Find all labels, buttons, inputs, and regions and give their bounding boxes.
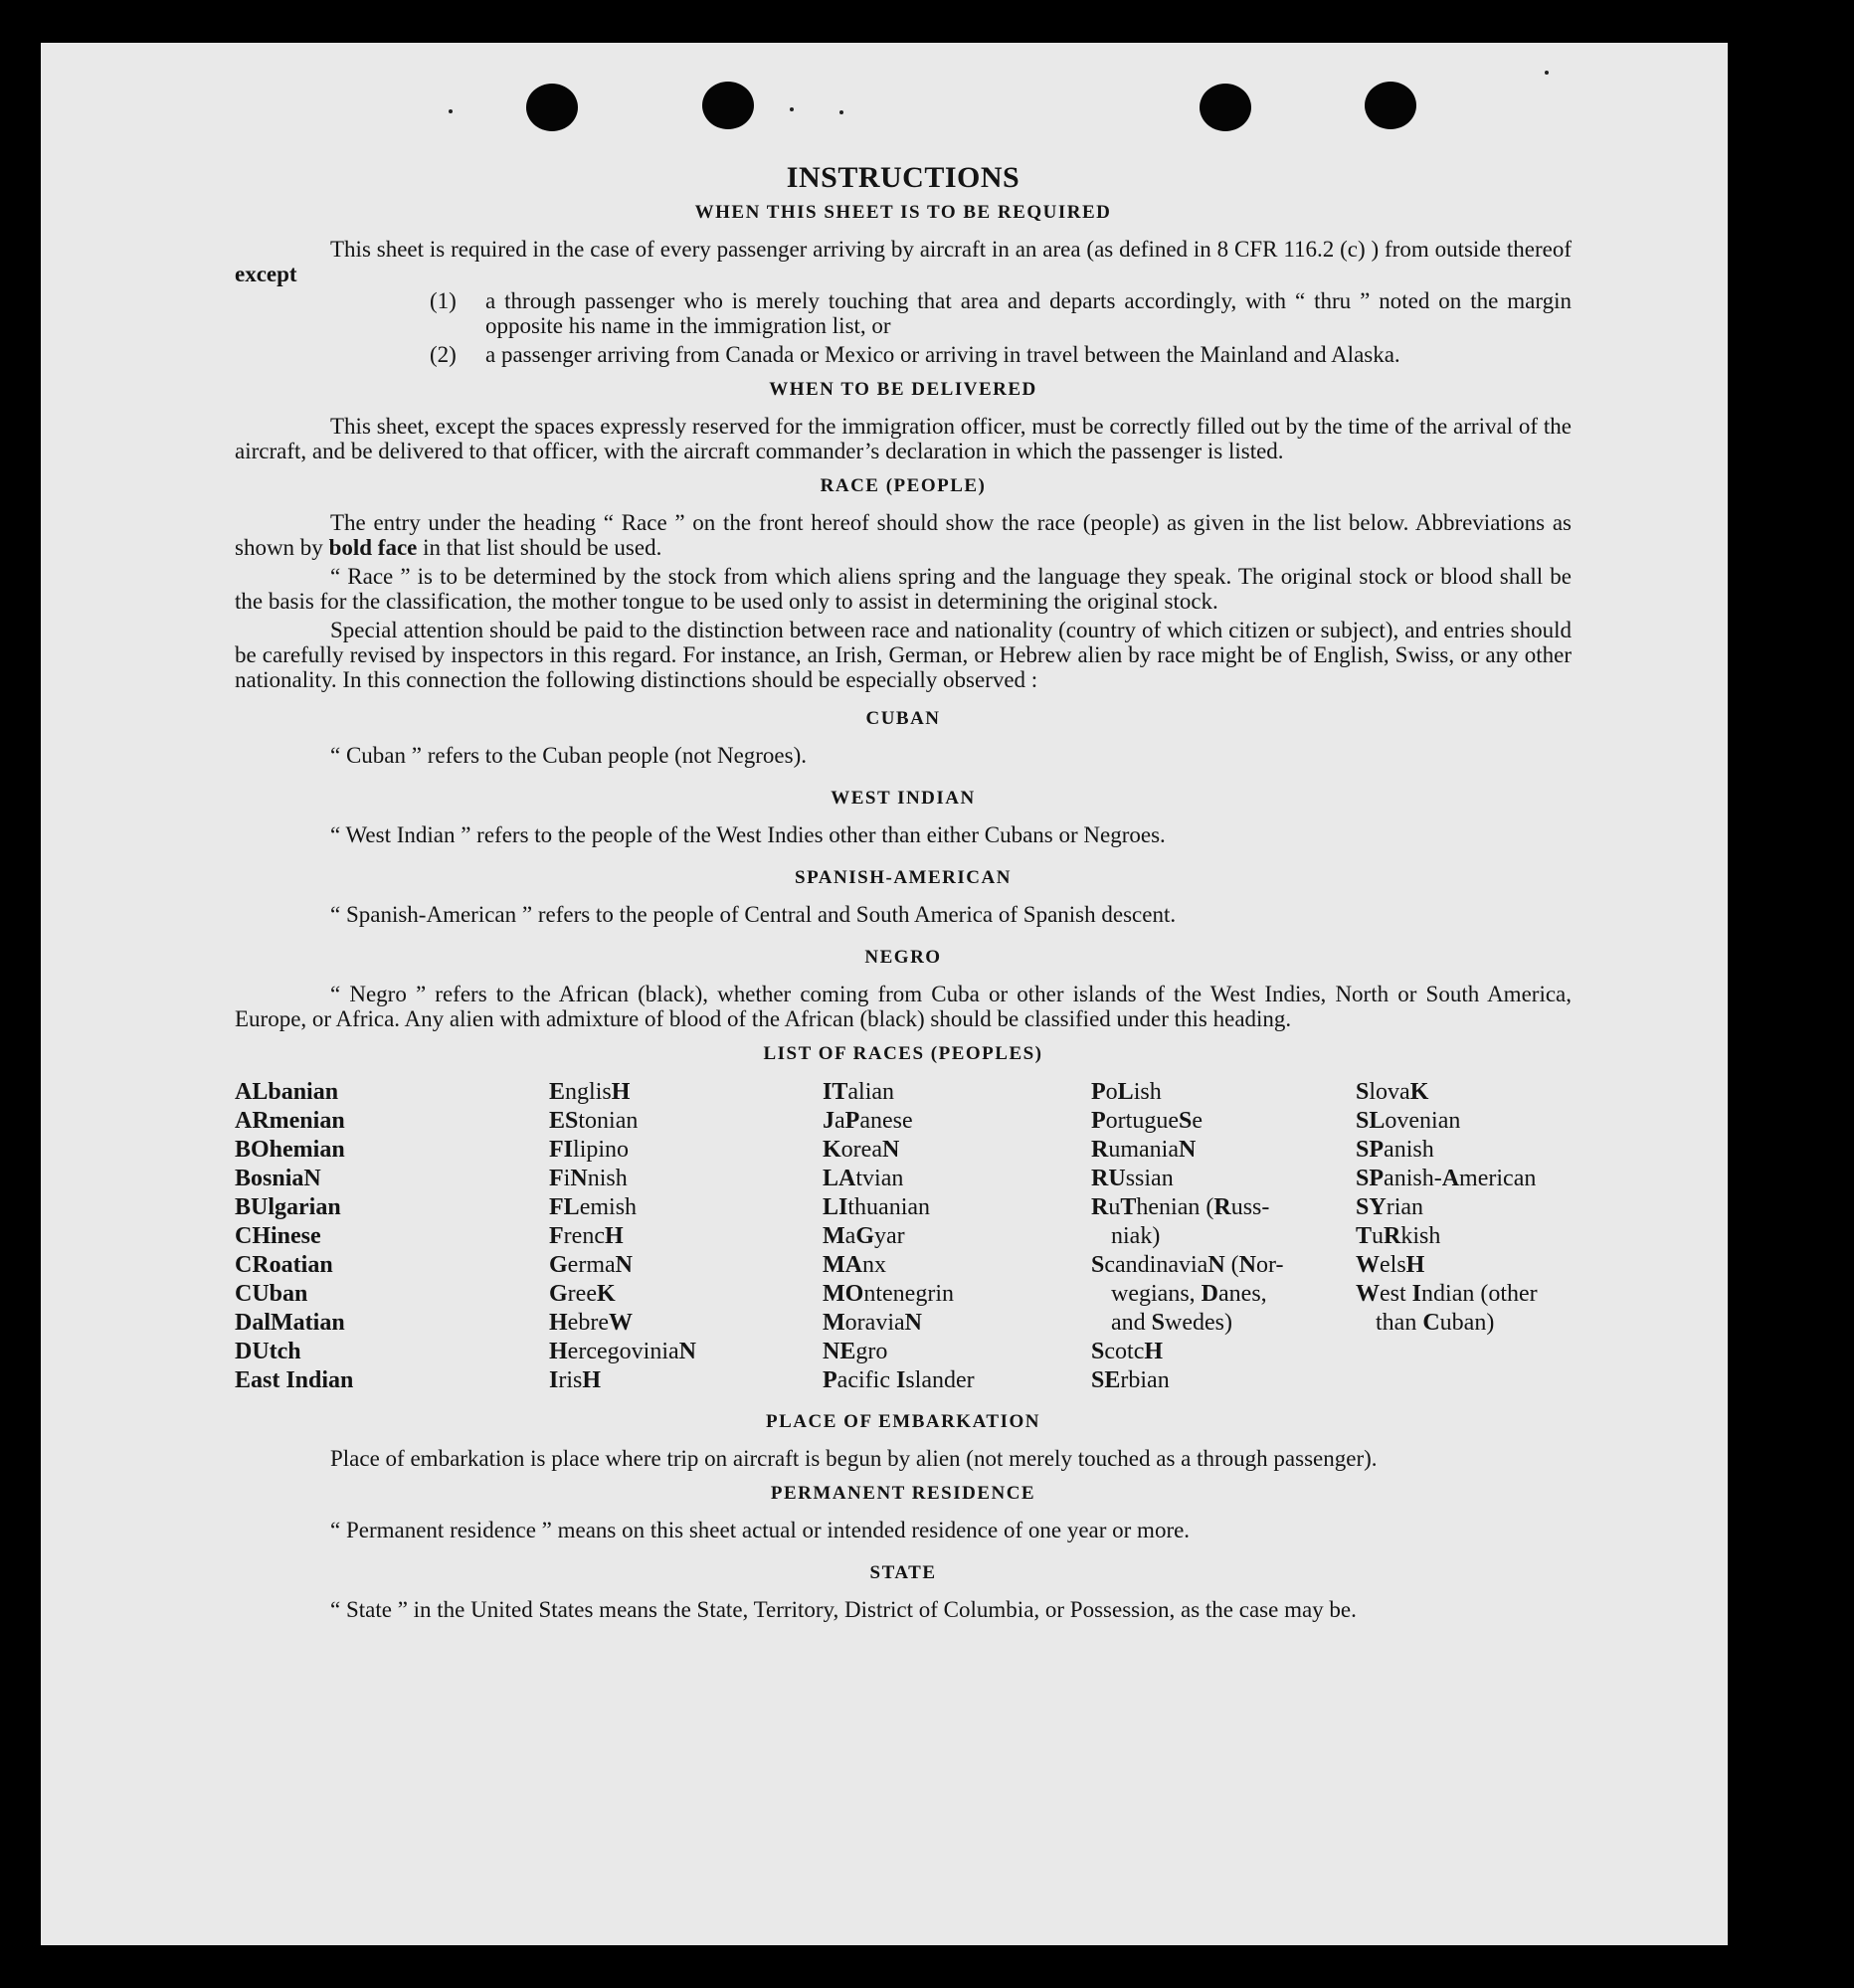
race-entry: DalMatian (235, 1310, 345, 1336)
races-column-4 (1091, 1078, 1356, 1395)
race-entry: MOntenegrin (823, 1281, 954, 1307)
races-column-3 (823, 1078, 1091, 1395)
residence-text: “ Permanent residence ” means on this sheet actual or intended residence of one year or more. (330, 1518, 1191, 1542)
delivered-text: This sheet, except the spaces expressly reserved for the immigration officer, must be correctly filled out by the time of the arrival of the aircraft, and be delivered to that officer, with the aircraft commander’s declaration in which the passenger is listed. (235, 414, 1572, 463)
spanish-american-text: “ Spanish-American ” refers to the people of Central and South America of Spanish descent. (330, 902, 1177, 927)
race-entry: TuRkish (1356, 1223, 1441, 1249)
race-entry: SlovaK (1356, 1079, 1429, 1105)
race-entry: FLemish (549, 1194, 638, 1220)
race-entry: RUssian (1091, 1166, 1174, 1191)
race-entry: SPanish-American (1356, 1166, 1537, 1191)
heading-embarkation: PLACE OF EMBARKATION (766, 1411, 1040, 1432)
race-entry: RuThenian (Russ- (1091, 1194, 1270, 1220)
list-item: (2) a passenger arriving from Canada or Mexico or arriving in travel between the Mainland and Alaska. (430, 342, 1400, 367)
races-column-5 (1356, 1078, 1572, 1395)
race-entry: PortugueSe (1091, 1108, 1204, 1134)
race-entry: CHinese (235, 1223, 321, 1249)
punch-hole (1365, 82, 1416, 129)
race-entry: WelsH (1356, 1252, 1425, 1278)
race-entry: BUlgarian (235, 1194, 341, 1220)
race-entry: niak) (1111, 1223, 1161, 1249)
race-entry: ScandinaviaN (Nor- (1091, 1252, 1284, 1278)
page-title: INSTRUCTIONS (786, 161, 1020, 194)
race-entry: BOhemian (235, 1137, 345, 1163)
document-page (41, 43, 1728, 1945)
cuban-text: “ Cuban ” refers to the Cuban people (not Negroes). (330, 743, 808, 768)
races-column-2 (549, 1078, 823, 1395)
embarkation-text: Place of embarkation is place where trip on aircraft is begun by alien (not merely touched as a through passenger). (330, 1446, 1378, 1471)
race-entry: ARmenian (235, 1108, 345, 1134)
race-entry: PoLish (1091, 1079, 1162, 1105)
race-entry: NEgro (823, 1339, 888, 1364)
race-entry: DUtch (235, 1339, 301, 1364)
heading-list-of-races: LIST OF RACES (PEOPLES) (763, 1043, 1043, 1064)
race-entry: ScotcH (1091, 1339, 1164, 1364)
race-entry: IrisH (549, 1367, 602, 1393)
race-paragraph-1: The entry under the heading “ Race ” on the front hereof should show the race (people) as given in the list below. Abbreviations as shown by bold face in that list should be used. (235, 510, 1572, 560)
race-entry: BosniaN (235, 1166, 321, 1191)
heading-west-indian: WEST INDIAN (831, 788, 976, 809)
race-entry: JaPanese (823, 1108, 913, 1134)
instructions-body (235, 159, 1572, 1622)
heading-negro: NEGRO (864, 947, 942, 968)
race-entry: MoraviaN (823, 1310, 922, 1336)
required-text: This sheet is required in the case of every passenger arriving by aircraft in an area (as defined in 8 CFR 116.2 (c) ) from outside thereof except (235, 237, 1572, 286)
race-entry: KoreaN (823, 1137, 900, 1163)
race-paragraph-2: “ Race ” is to be determined by the stock from which aliens spring and the language they speak. The original stock or blood shall be the basis for the classification, the mother tongue to be used only to assist in determining the original stock. (235, 564, 1572, 614)
state-text: “ State ” in the United States means the State, Territory, District of Columbia, or Possession, as the case may be. (330, 1597, 1357, 1622)
race-entry: GreeK (549, 1281, 616, 1307)
west-indian-text: “ West Indian ” refers to the people of the West Indies other than either Cubans or Negroes. (330, 822, 1166, 847)
race-entry: ALbanian (235, 1079, 339, 1105)
heading-delivered: WHEN TO BE DELIVERED (769, 379, 1037, 400)
race-entry: RumaniaN (1091, 1137, 1197, 1163)
race-entry: than Cuban) (1376, 1310, 1495, 1336)
punch-hole (702, 82, 754, 129)
race-entry: MAnx (823, 1252, 886, 1278)
race-entry: SErbian (1091, 1367, 1170, 1393)
race-entry: and Swedes) (1111, 1310, 1233, 1336)
races-column-1 (235, 1078, 549, 1395)
race-entry: CUban (235, 1281, 308, 1307)
heading-state: STATE (869, 1562, 937, 1583)
race-entry: EStonian (549, 1108, 639, 1134)
race-entry: West Indian (other (1356, 1281, 1538, 1307)
punch-hole (526, 84, 578, 131)
race-entry: LIthuanian (823, 1194, 931, 1220)
race-entry: LAtvian (823, 1166, 904, 1191)
punch-hole (1200, 84, 1251, 131)
heading-required: WHEN THIS SHEET IS TO BE REQUIRED (694, 202, 1112, 223)
heading-spanish-american: SPANISH-AMERICAN (795, 867, 1012, 888)
race-entry: HebreW (549, 1310, 633, 1336)
race-entry: FiNnish (549, 1166, 628, 1191)
race-entry: SLovenian (1356, 1108, 1461, 1134)
list-item: (1) a through passenger who is merely touching that area and departs accordingly, with “ thru ” noted on the margin opposite his name in the immigration list, or (430, 288, 1572, 338)
race-entry: CRoatian (235, 1252, 333, 1278)
speck (790, 107, 794, 111)
race-entry: FrencH (549, 1223, 624, 1249)
race-entry: Pacific Islander (823, 1367, 975, 1393)
speck (449, 109, 453, 113)
race-entry: East Indian (235, 1367, 354, 1393)
heading-residence: PERMANENT RESIDENCE (770, 1483, 1036, 1504)
heading-cuban: CUBAN (865, 708, 941, 729)
race-entry: MaGyar (823, 1223, 905, 1249)
speck (1545, 71, 1549, 75)
negro-text: “ Negro ” refers to the African (black), whether coming from Cuba or other islands of the West Indies, North or South America, Europe, or Africa. Any alien with admixture of blood of the African (black) should be classified under this heading. (235, 982, 1572, 1031)
race-entry: FIlipino (549, 1137, 630, 1163)
race-entry: wegians, Danes, (1111, 1281, 1267, 1307)
race-paragraph-3: Special attention should be paid to the distinction between race and nationality (country of which citizen or subject), and entries should be carefully revised by inspectors in this regard. For instance, an Irish, German, or Hebrew alien by race might be of English, Swiss, or any other nationality. In this connection the following distinctions should be especially observed : (235, 618, 1572, 692)
speck (839, 110, 843, 114)
heading-race: RACE (PEOPLE) (820, 475, 987, 496)
race-entry: SPanish (1356, 1137, 1434, 1163)
race-entry: SYrian (1356, 1194, 1424, 1220)
race-entry: HercegoviniaN (549, 1339, 696, 1364)
race-entry: GermaN (549, 1252, 633, 1278)
races-list (235, 1078, 1572, 1395)
race-entry: EnglisH (549, 1079, 631, 1105)
race-entry: ITalian (823, 1079, 895, 1105)
